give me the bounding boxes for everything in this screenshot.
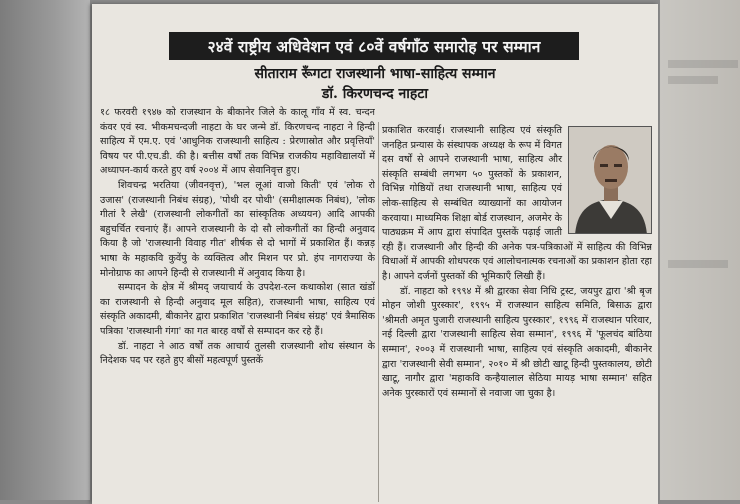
- award-title: सीताराम रूँगटा राजस्थानी भाषा-साहित्य सम्मान: [254, 66, 496, 82]
- newspaper-clipping: [92, 4, 658, 504]
- background-left-edge: [0, 0, 90, 500]
- portrait-photo: [568, 126, 652, 234]
- bleed-through-line: [668, 260, 728, 268]
- paragraph: शिवचन्द्र भरतिया (जीवनवृत्त), 'भल लूआं वाजो किती' एवं 'लोक रो उजास' (राजस्थानी निबंध संग्रह), 'पोथी दर पोथी' (समीक्षात्मक निबंध), 'लोक गीतां रै लेखै' (राजस्थानी लोकगीतों का सांस्कृतिक अध्ययन) आदि आपकी बहुचर्चित रचनाएं हैं। आपने राजस्थानी के दो सौ लोकगीतों का हिन्दी अनुवाद किया है जो 'राजस्थानी विवाह गीत' शीर्षक से दो भागों में प्रकाशित हैं। कन्नड़ भाषा के महाकवि कुवेंपु के व्यक्तित्व और मिशन पर प्रो. हंप नागराज्या के मोनोग्राफ का आपने हिन्दी से राजस्थानी में अनुवाद किया है।: [100, 179, 375, 279]
- paragraph: डॉ. नाहटा ने आठ वर्षों तक आचार्य तुलसी राजस्थानी शोध संस्थान के निदेशक पद पर रहते हुए बीसों महत्वपूर्ण पुस्तकें: [100, 340, 375, 367]
- background-right-page: [660, 0, 740, 500]
- paragraph: डॉ. नाहटा को १९९४ में श्री द्वारका सेवा निधि ट्रस्ट, जयपुर द्वारा 'श्री बृज मोहन जोशी पुरस्कार', १९९५ में राजस्थान साहित्य समिति, बिसाऊ द्वारा 'श्रीमती अमृत पुजारी राजस्थानी साहित्य पुरस्कार', १९९६ में राजस्थान परिवार, नई दिल्ली द्वारा 'राजस्थानी साहित्य सेवा सम्मान', १९९६ में 'फूलचंद बांठिया सम्मान', २००३ में राजस्थानी भाषा, साहित्य एवं संस्कृति अकादमी, बीकानेर द्वारा 'राजस्थानी सेवी सम्मान', २०१० में श्री छोटी खाटू हिन्दी पुस्तकालय, छोटी खाटू, नागौर द्वारा 'महाकवि कन्हैयालाल सेठिया मायड़ भाषा सम्मान' सहित अनेक पुरस्कारों एवं सम्मानों से नवाजा जा चुका है।: [382, 285, 652, 399]
- person-name: डॉ. किरणचन्द नाहटा: [321, 86, 429, 102]
- paragraph: १८ फरवरी १९४७ को राजस्थान के बीकानेर जिले के कालू गाँव में स्व. चन्दन कंवर एवं स्व. भीकमचन्दजी नाहटा के घर जन्मे डॉ. किरणचन्द नाहटा ने हिन्दी साहित्य में एम.ए. एवं 'आधुनिक राजस्थानी साहित्य : प्रेरणास्रोत और प्रवृत्तियाँ' विषय पर पी.एच.डी. की है। बत्तीस वर्षों तक विभिन्न राजकीय महाविद्यालयों में अध्यापन-कार्य करते हुए वर्ष २००४ में आप सेवानिवृत्त हुए।: [100, 107, 375, 177]
- bleed-through-line: [668, 60, 738, 68]
- article-right-column: [382, 124, 652, 504]
- headline-banner: [169, 32, 579, 60]
- article-left-column: [100, 106, 375, 504]
- column-divider: [378, 122, 379, 502]
- paragraph: प्रकाशित करवाई। राजस्थानी साहित्य एवं संस्कृति जनहित प्रन्यास के संस्थापक अध्यक्ष के रूप में विगत दस वर्षों से आपने राजस्थानी भाषा, साहित्य और संस्कृति सम्बंधी लगभग ५० पुस्तकों के प्रकाशन, विभिन्न गोष्ठियों तथा राजस्थानी भाषा, साहित्य एवं लोक-साहित्य से सम्बंधित व्याख्यानों का आयोजन करवाया। माध्यमिक शिक्षा बोर्ड राजस्थान, अजमेर के पाठ्यक्रम में आप द्वारा संपादित पुस्तकें पढ़ाई जाती रही हैं। राजस्थानी और हिन्दी की अनेक पत्र-पत्रिकाओं में साहित्य की विभिन्न विधाओं में आपकी शोधपरक एवं आलोचनात्मक रचनाओं का प्रकाशन होता रहा है। आपने दर्जनों पुस्तकों की भूमिकाएँ लिखी हैं।: [382, 125, 652, 282]
- bleed-through-line: [668, 76, 718, 84]
- paragraph: सम्पादन के क्षेत्र में श्रीमद् जयाचार्य के उपदेश-रत्न कथाकोश (सात खंडों का राजस्थानी से हिन्दी अनुवाद मूल सहित), राजस्थानी भाषा, साहित्य एवं संस्कृति अकादमी, बीकानेर द्वारा प्रकाशित 'राजस्थानी निबंध संग्रह' एवं त्रैमासिक पत्रिका 'राजस्थानी गंगा' का गत बारह वर्षों से सम्पादन कर रहे हैं।: [100, 282, 375, 337]
- headline-text: २४वें राष्ट्रीय अधिवेशन एवं ८०वें वर्षगाँठ समारोह पर सम्मान: [207, 37, 541, 56]
